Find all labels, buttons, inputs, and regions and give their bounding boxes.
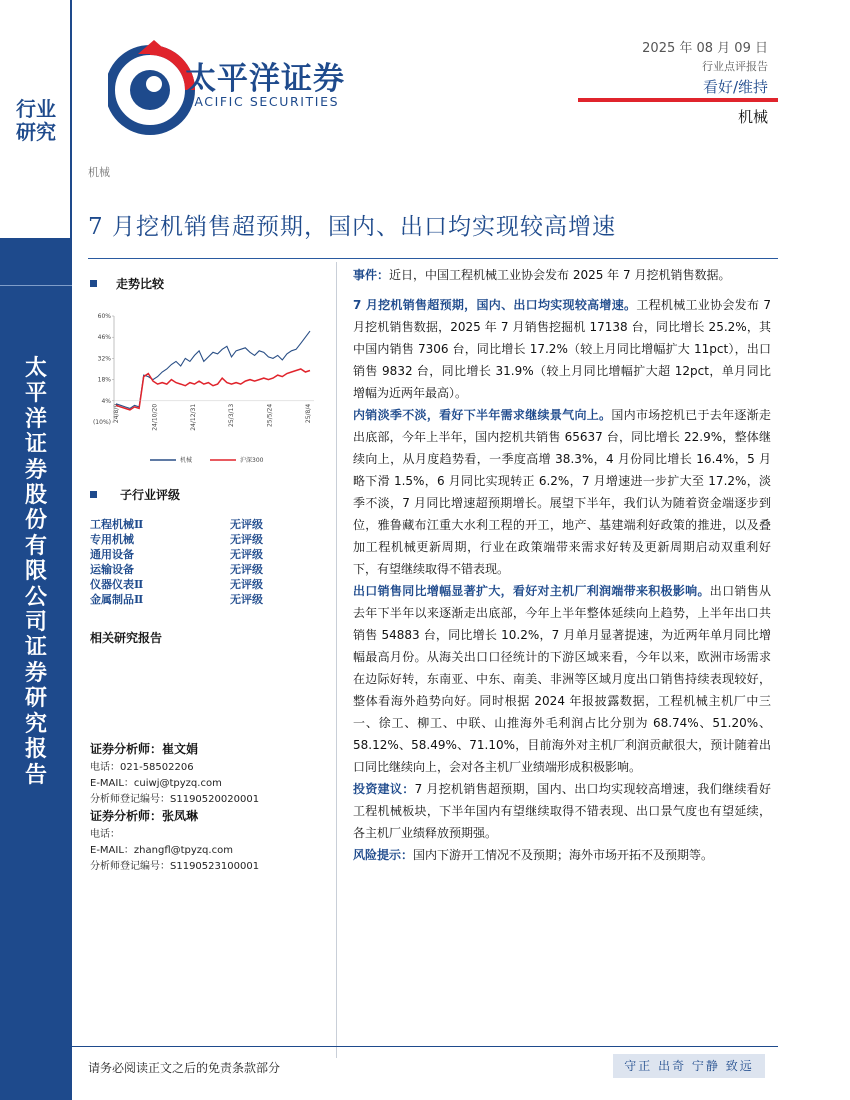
analyst-registration: 分析师登记编号：S1190523100001 (90, 861, 260, 872)
analyst-registration: 分析师登记编号：S1190520020001 (90, 794, 260, 805)
risk-text: 国内下游开工情况不及预期；海外市场开拓不及预期等。 (413, 848, 714, 862)
sub-industry-name: 仪器仪表Ⅱ (90, 578, 144, 591)
logo-cn-text: 太平洋证券 (185, 61, 345, 97)
sub-industry-rating: 无评级 (230, 563, 263, 576)
legend-label: 机械 (180, 457, 193, 464)
table-row (90, 576, 320, 591)
series-line (116, 369, 310, 410)
y-tick-label: 18% (97, 376, 111, 384)
y-tick-label: 60% (97, 313, 111, 320)
investment-paragraph (353, 778, 771, 844)
analyst-phone: 电话： (90, 829, 120, 840)
domestic-text: 国内市场挖机已于去年逐渐走出底部，今年上半年，国内挖机共销售 65637 台，同比增长 22.9%，整体继续向上，从月度趋势看，一季度高增 38.3%，4 月份同比增长 16.4%，5 月略下滑 1.5%，6 月同比实现转正 6.2%，7 月增速进一步扩大至 17.2%，淡季不淡，7 月同比增速超预期增长。展望下半年，我们认为随着资金端逐步到位，雅鲁藏布江重大水利工程的开工，地产、基建端利好政策的推进，以及叠加工程机械更新周期，行业在政策端带来需求好转及更新周期启动双重利好下，有望继续取得不错表现。 (353, 408, 771, 576)
export-lead: 出口销售同比增幅显著扩大，看好对主机厂利润端带来积极影响。 (353, 584, 710, 598)
investment-label: 投资建议： (353, 782, 415, 796)
trend-heading: 走势比较 (116, 277, 165, 291)
y-tick-label: (10%) (92, 419, 111, 426)
risk-label: 风险提示： (353, 848, 414, 862)
footer-motto: 守正 出奇 宁静 致远 (613, 1054, 765, 1078)
trend-chart (88, 310, 320, 468)
x-tick-label: 25/5/24 (266, 403, 274, 427)
analyst-email[interactable]: E-MAIL：zhangfl@tpyzq.com (90, 845, 233, 856)
domestic-paragraph (353, 404, 771, 580)
sales-text: 工程机械工业协会发布 7 月挖机销售数据，2025 年 7 月销售挖掘机 17138 台，同比增长 25.2%，其中国内销售 7306 台，同比增长 17.2%（较上月同比增幅扩大 11pct），出口销售 9832 台，同比增长 31.9%（较上月同比增幅扩大超 12pct，单月同比增幅为近两年最高）。 (353, 298, 772, 400)
rating-red-rule (578, 98, 778, 102)
report-body (353, 264, 771, 866)
sidebar-divider (0, 285, 72, 286)
y-tick-label: 32% (97, 355, 111, 363)
table-row (90, 561, 320, 576)
sub-industry-rating: 无评级 (230, 548, 263, 561)
x-tick-label: 25/3/13 (228, 403, 236, 427)
export-paragraph (353, 580, 771, 778)
y-tick-label: 4% (101, 397, 111, 405)
sub-rating-table (90, 516, 320, 606)
sub-industry-rating: 无评级 (230, 533, 263, 546)
sub-industry-rating: 无评级 (230, 518, 263, 531)
x-tick-label: 24/10/20 (151, 403, 159, 431)
x-tick-label: 25/8/4 (305, 403, 312, 424)
x-tick-label: 24/12/31 (189, 403, 197, 431)
table-row (90, 546, 320, 561)
rated-industry: 机械 (737, 108, 768, 126)
sidebar (0, 0, 72, 1100)
table-row (90, 531, 320, 546)
event-label: 事件： (353, 268, 390, 282)
table-row (90, 591, 320, 606)
section-bullet-icon (90, 491, 97, 498)
x-tick-label: 24/8/9 (113, 403, 120, 424)
page-title: 7 月挖机销售超预期，国内、出口均实现较高增速 (88, 214, 616, 240)
analyst-email[interactable]: E-MAIL：cuiwj@tpyzq.com (90, 778, 222, 789)
sub-rating-heading: 子行业评级 (120, 488, 181, 502)
footer-disclaimer: 请务必阅读正文之后的免责条款部分 (88, 1061, 281, 1075)
export-text: 出口销售从去年下半年以来逐渐走出底部，今年上半年整体延续向上趋势，上半年出口共销售 54883 台，同比增长 10.2%，7 月单月显著提速，为近两年单月同比增幅最高月份。从海关出口口径统计的下游区域来看，今年以来，欧洲市场需求在边际好转，东南亚、中东、南美、非洲等区域月度出口销售持续表现较好，整体看海外趋势向好。同时根据 2024 年报披露数据，工程机械主机厂中三一、徐工、柳工、中联、山推海外毛利润占比分别为 68.74%、51.20%、58.12%、58.49%、71.10%，目前海外对主机厂利润贡献很大，预计随着出口同比继续向上，会对各主机厂业绩端形成积极影响。 (353, 584, 771, 774)
analyst-phone: 电话：021-58502206 (90, 762, 194, 773)
sub-industry-rating: 无评级 (230, 578, 263, 591)
sub-industry-name: 通用设备 (90, 548, 134, 561)
report-category: 机械 (88, 166, 110, 179)
related-reports-heading: 相关研究报告 (90, 631, 163, 645)
sub-industry-name: 工程机械Ⅱ (90, 518, 144, 531)
table-row (90, 516, 320, 531)
report-date: 2025 年 08 月 09 日 (642, 41, 768, 56)
legend-label: 沪深300 (240, 457, 264, 464)
sidebar-company-label: 太平洋证券股份有限公司证券研究报告 (24, 355, 47, 788)
column-divider (336, 262, 337, 1058)
footer-rule (72, 1046, 778, 1047)
sub-industry-name: 金属制品Ⅱ (90, 593, 144, 606)
sales-lead: 7 月挖机销售超预期，国内、出口均实现较高增速。 (353, 298, 637, 312)
logo-en-text: PACIFIC SECURITIES (186, 94, 340, 109)
series-line (116, 331, 310, 408)
event-text: 近日，中国工程机械工业协会发布 2025 年 7 月挖机销售数据。 (389, 268, 731, 282)
analyst-name: 证券分析师：崔文娟 (90, 742, 199, 756)
sub-industry-name: 运输设备 (90, 563, 134, 576)
sub-industry-name: 专用机械 (90, 533, 134, 546)
report-type: 行业点评报告 (702, 60, 768, 73)
domestic-lead: 内销淡季不淡，看好下半年需求继续景气向上。 (353, 408, 612, 422)
y-tick-label: 46% (97, 334, 111, 342)
section-bullet-icon (90, 280, 97, 287)
sub-industry-rating: 无评级 (230, 593, 263, 606)
sidebar-top-label: 行业研究 (16, 97, 56, 144)
event-paragraph (353, 264, 771, 286)
analyst-name: 证券分析师：张凤琳 (90, 809, 199, 823)
title-rule (88, 258, 778, 259)
risk-paragraph (353, 844, 771, 866)
sales-paragraph (353, 294, 771, 404)
investment-text: 7 月挖机销售超预期，国内、出口均实现较高增速，我们继续看好工程机械板块，下半年国内有望继续取得不错表现、出口景气度也有望延续，各主机厂业绩释放预期强。 (353, 782, 771, 840)
industry-rating: 看好/维持 (702, 78, 768, 96)
